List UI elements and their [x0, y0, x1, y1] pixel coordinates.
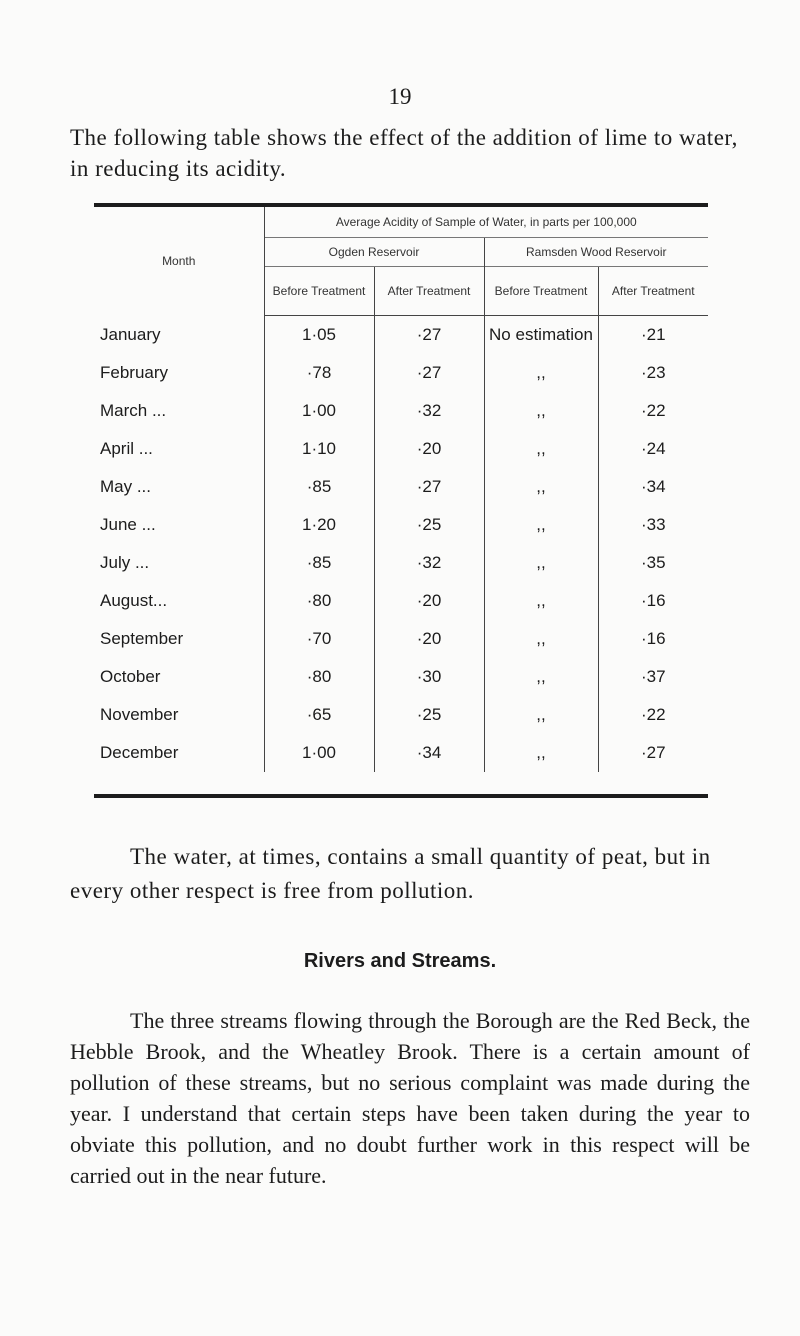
table-row — [94, 696, 708, 734]
month-cell: March ... — [100, 401, 167, 420]
table-row — [94, 506, 708, 544]
ramsden-before-cell: ,, — [484, 354, 598, 392]
table-row — [94, 658, 708, 696]
month-cell: January — [100, 324, 161, 344]
intro-paragraph: The following table shows the effect of the addition of lime to water, in reducing its acidity. — [70, 125, 738, 181]
month-cell: April ... — [100, 439, 153, 458]
ogden-after-cell: ·25 — [374, 696, 484, 734]
ramsden-before-cell: ,, — [484, 392, 598, 430]
month-cell: August... — [100, 591, 168, 610]
ramsden-after-cell: ·23 — [598, 354, 708, 392]
ogden-before-header: Before Treatment — [264, 267, 374, 316]
ogden-after-cell: ·32 — [374, 544, 484, 582]
ogden-before-cell: 1·00 — [264, 392, 374, 430]
ramsden-after-cell: ·16 — [598, 582, 708, 620]
ogden-before-cell: ·80 — [264, 658, 374, 696]
ramsden-after-cell: ·34 — [598, 468, 708, 506]
ramsden-before-cell: ,, — [484, 544, 598, 582]
ramsden-after-header: After Treatment — [598, 267, 708, 316]
table-row — [94, 392, 708, 430]
ogden-before-cell: 1·05 — [264, 316, 374, 355]
month-cell: July ... — [100, 553, 150, 572]
ogden-before-cell: ·85 — [264, 468, 374, 506]
table-row — [94, 430, 708, 468]
ogden-after-cell: ·20 — [374, 620, 484, 658]
ramsden-before-cell: ,, — [484, 658, 598, 696]
ramsden-after-cell: ·21 — [598, 316, 708, 355]
table-row — [94, 734, 708, 772]
month-cell: June ... — [100, 515, 156, 534]
ramsden-after-cell: ·24 — [598, 430, 708, 468]
ogden-after-cell: ·32 — [374, 392, 484, 430]
ramsden-before-cell: ,, — [484, 696, 598, 734]
table-row — [94, 316, 708, 355]
month-cell: May ... — [100, 477, 152, 496]
ramsden-after-cell: ·33 — [598, 506, 708, 544]
ramsden-before-cell: ,, — [484, 582, 598, 620]
ogden-before-cell: ·80 — [264, 582, 374, 620]
ramsden-before-cell: ,, — [484, 468, 598, 506]
month-cell: September — [100, 629, 184, 648]
ogden-after-cell: ·20 — [374, 582, 484, 620]
ogden-before-cell: ·70 — [264, 620, 374, 658]
ogden-after-header: After Treatment — [374, 267, 484, 316]
ogden-before-cell: ·65 — [264, 696, 374, 734]
ogden-after-cell: ·34 — [374, 734, 484, 772]
table-row — [94, 620, 708, 658]
closing-paragraph: The water, at times, contains a small quantity of peat, but in every other respect is free from pollution. — [70, 844, 711, 903]
month-cell: December — [100, 743, 179, 762]
acidity-table — [94, 203, 708, 798]
month-cell: November — [100, 705, 179, 724]
ogden-after-cell: ·27 — [374, 354, 484, 392]
page-number: 19 — [388, 84, 412, 109]
table-row — [94, 354, 708, 392]
ramsden-after-cell: ·22 — [598, 392, 708, 430]
ramsden-before-cell: ,, — [484, 506, 598, 544]
ramsden-after-cell: ·35 — [598, 544, 708, 582]
month-header: Month — [162, 253, 196, 268]
month-cell: February — [100, 363, 169, 382]
ramsden-before-header: Before Treatment — [484, 267, 598, 316]
ogden-after-cell: ·30 — [374, 658, 484, 696]
ramsden-after-cell: ·37 — [598, 658, 708, 696]
ogden-after-cell: ·25 — [374, 506, 484, 544]
ogden-after-cell: ·27 — [374, 468, 484, 506]
month-cell: October — [100, 667, 161, 686]
ogden-reservoir-header: Ogden Reservoir — [264, 238, 484, 267]
table-row — [94, 582, 708, 620]
ogden-after-cell: ·20 — [374, 430, 484, 468]
ramsden-after-cell: ·16 — [598, 620, 708, 658]
rivers-paragraph: The three streams flowing through the Borough are the Red Beck, the Hebble Brook, and the Wheatley Brook. There is a certain amount of pollution of these streams, but no serious complaint was made during the year. I understand that certain steps have been taken during the year to obviate this pollution, and no doubt further work in this respect will be carried out in the near future. — [70, 1008, 750, 1188]
table-row — [94, 544, 708, 582]
ogden-before-cell: ·78 — [264, 354, 374, 392]
ogden-before-cell: 1·00 — [264, 734, 374, 772]
ramsden-after-cell: ·22 — [598, 696, 708, 734]
ramsden-before-cell: ,, — [484, 620, 598, 658]
ogden-before-cell: 1·10 — [264, 430, 374, 468]
ogden-before-cell: ·85 — [264, 544, 374, 582]
ramsden-reservoir-header: Ramsden Wood Reservoir — [484, 238, 708, 267]
section-heading: Rivers and Streams. — [303, 950, 497, 972]
ramsden-before-cell: ,, — [484, 734, 598, 772]
ramsden-after-cell: ·27 — [598, 734, 708, 772]
ramsden-before-cell: No estimation — [484, 316, 598, 355]
ogden-before-cell: 1·20 — [264, 506, 374, 544]
table-row — [94, 468, 708, 506]
main-header: Average Acidity of Sample of Water, in parts per 100,000 — [264, 207, 708, 238]
ogden-after-cell: ·27 — [374, 316, 484, 355]
ramsden-before-cell: ,, — [484, 430, 598, 468]
